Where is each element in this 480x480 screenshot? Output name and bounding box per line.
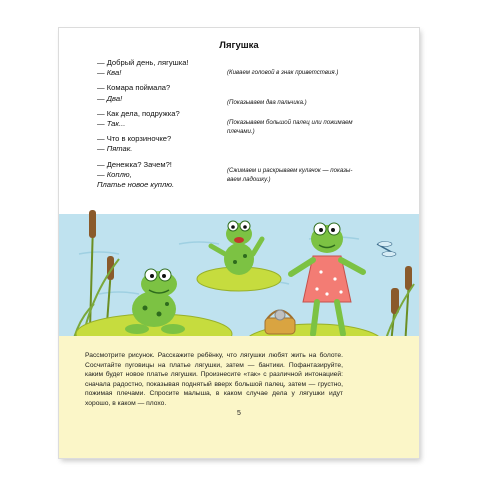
dialog-block [97,109,189,129]
action-note [227,118,387,136]
action-note [227,68,387,77]
book-page [59,28,419,458]
dialog-line: — Что в корзиночке? [97,134,172,144]
note-line: ваем ладошку.) [227,176,271,183]
dialog-block [97,134,189,154]
dialog-line: Платье новое куплю. [97,179,175,189]
action-note [227,166,387,184]
dialog-block [97,58,189,78]
page-title: Лягушка [219,40,259,51]
dialog-line: — Ква! [97,68,122,78]
caption-text: Рассмотрите рисунок. Расскажите ребёнку, что лягушки любят жить на болоте. Сосчитайте пуговицы на платье лягушки, затем — бантики. Пофантазируйте, каким будет новое платье лягушки. Произнесите «так» с различной интонацией: сначала радостно, показывая поднятый вверх большой палец, затем — грустно, пожимая плечами. Спросите малыша, в каком случае дела у лягушки идут хорошо, в каком — плохо. [85,352,343,407]
dialog-line: — Так... [97,118,126,128]
note-line: (Показываем два пальчика.) [227,99,307,106]
dialog-line: — Комара поймала? [97,83,171,93]
note-line: (Показываем большой палец или пожимаем [227,119,353,126]
dialog-line: — Денежка? Зачем?! [97,159,172,169]
dialog-line: — Как дела, подружка? [97,108,180,118]
caption-box [59,336,419,458]
dialog-line: — Два! [97,93,123,103]
dialog-line: — Коплю, [97,169,132,179]
action-note [227,98,387,107]
dialog-line: — Добрый день, лягушка! [97,58,189,67]
dialog-block [97,83,189,103]
note-line: (Киваем головой в знак приветствия.) [227,69,339,76]
dialog-column [97,58,189,195]
note-line: плечами.) [227,128,255,135]
dialog-line: — Пятак. [97,144,133,154]
page-number: 5 [237,410,241,417]
note-line: (Сжимаем и раскрываем кулачок — показы- [227,167,353,174]
